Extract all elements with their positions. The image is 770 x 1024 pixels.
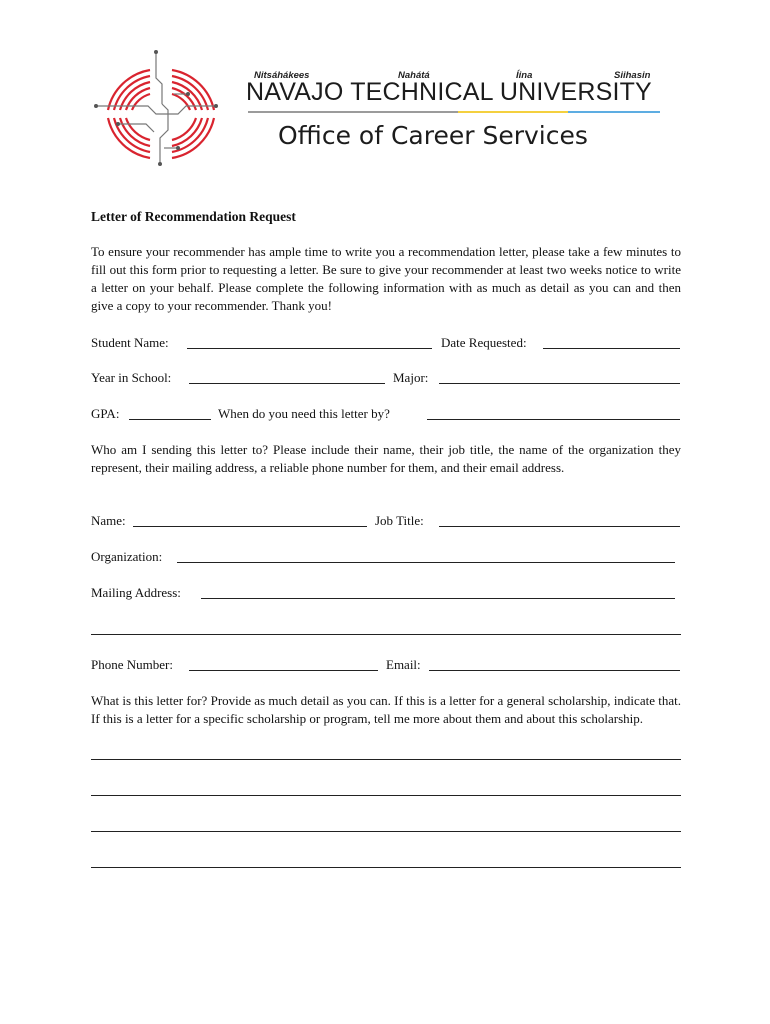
mailing-label: Mailing Address: xyxy=(91,585,181,600)
email-field[interactable] xyxy=(429,670,680,671)
form-title: Letter of Recommendation Request xyxy=(91,209,296,224)
need-by-label: When do you need this letter by? xyxy=(218,406,390,421)
row-mailing xyxy=(91,584,681,602)
year-label: Year in School: xyxy=(91,370,172,385)
row-phone-email xyxy=(91,656,681,674)
phone-field[interactable] xyxy=(189,670,378,671)
color-bar-blue xyxy=(568,111,660,113)
name-field[interactable] xyxy=(133,526,367,527)
student-name-label: Student Name: xyxy=(91,335,169,350)
major-field[interactable] xyxy=(439,383,680,384)
row-name-job xyxy=(91,512,681,530)
navajo-word-3: Íina xyxy=(516,70,533,81)
job-title-field[interactable] xyxy=(439,526,680,527)
purpose-line-4[interactable] xyxy=(91,867,681,868)
phone-label: Phone Number: xyxy=(91,657,173,672)
purpose-line-3[interactable] xyxy=(91,831,681,832)
navajo-word-1: Nitsáhákees xyxy=(254,70,310,81)
year-field[interactable] xyxy=(189,383,385,384)
color-bar-yellow xyxy=(458,111,568,113)
major-label: Major: xyxy=(393,370,429,385)
university-name: NAVAJO TECHNICAL UNIVERSITY xyxy=(246,78,652,106)
row-gpa xyxy=(91,405,681,423)
student-name-field[interactable] xyxy=(187,348,432,349)
mailing-field-line-2[interactable] xyxy=(91,634,681,635)
row-student-name xyxy=(91,334,681,352)
row-organization xyxy=(91,548,681,566)
name-label: Name: xyxy=(91,513,126,528)
need-by-field[interactable] xyxy=(427,419,680,420)
job-title-label: Job Title: xyxy=(375,513,424,528)
mailing-field[interactable] xyxy=(201,598,675,599)
row-year-major xyxy=(91,369,681,387)
date-requested-label: Date Requested: xyxy=(441,335,527,350)
purpose-line-2[interactable] xyxy=(91,795,681,796)
purpose-prompt: What is this letter for? Provide as much detail as you can. If this is a letter for a general scholarship, indicate that. If this is a letter for a specific scholarship or program, tell me more about them and about this scholarship. xyxy=(91,693,681,726)
color-bar-gray xyxy=(248,111,458,113)
gpa-field[interactable] xyxy=(129,419,211,420)
recipient-prompt: Who am I sending this letter to? Please include their name, their job title, the name of the organization they represent, their mailing address, a reliable phone number for them, and their email address. xyxy=(91,442,681,475)
navajo-word-4: Siihasin xyxy=(614,70,651,81)
university-logo-icon xyxy=(88,48,238,168)
gpa-label: GPA: xyxy=(91,406,120,421)
purpose-line-1[interactable] xyxy=(91,759,681,760)
document-header xyxy=(0,0,770,190)
organization-field[interactable] xyxy=(177,562,675,563)
organization-label: Organization: xyxy=(91,549,163,564)
email-label: Email: xyxy=(386,657,421,672)
date-requested-field[interactable] xyxy=(543,348,680,349)
navajo-word-2: Nahátá xyxy=(398,70,430,81)
office-name: Office of Career Services xyxy=(278,121,588,150)
intro-paragraph: To ensure your recommender has ample time to write you a recommendation letter, please take a few minutes to fill out this form prior to requesting a letter. Be sure to give your recommender at least two weeks notice to write a letter on your behalf. Please complete the following information with as much as detail as you can and then give a copy to your recommender. Thank you! xyxy=(91,244,681,313)
